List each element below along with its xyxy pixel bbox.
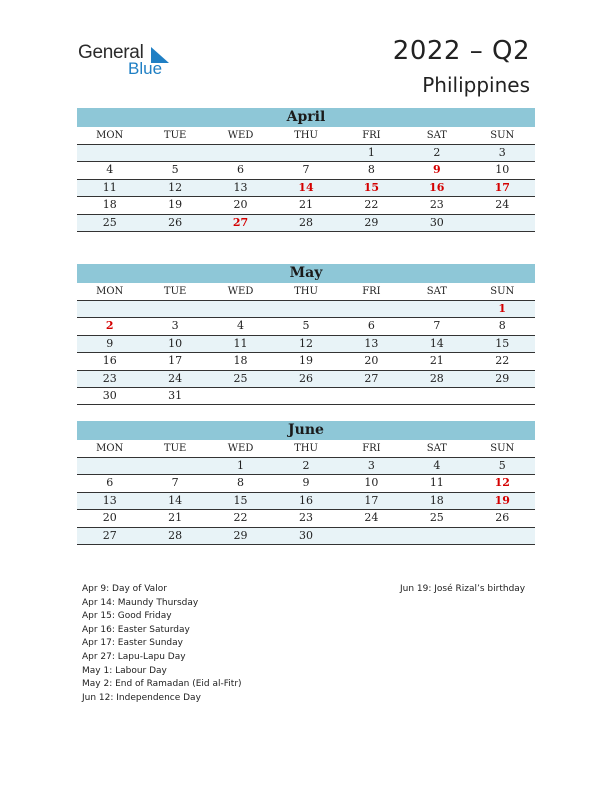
holiday-day-cell: 19 [494,493,510,507]
day-cell: 1 [367,146,375,159]
day-cell: 22 [495,354,510,368]
day-cell: 30 [102,388,117,402]
holiday-day-cell: 12 [494,476,510,490]
day-cell: 2 [302,459,310,472]
weekday-label: TUE [163,286,187,297]
day-cell: 11 [102,180,117,194]
day-cell: 6 [106,476,114,490]
day-cell: 29 [233,528,248,542]
day-cell: 25 [429,511,444,525]
day-cell: 9 [302,476,310,490]
day-cell: 23 [429,198,444,212]
day-cell: 8 [498,319,506,333]
weekday-label: MON [96,286,124,297]
weekday-label: THU [294,443,318,454]
day-cell [208,388,273,404]
logo-general-text: General [78,42,144,63]
day-cell [470,388,535,404]
holiday-list-left [82,583,242,705]
week-row [77,353,535,370]
day-cell [404,301,469,317]
weekday-label: SUN [490,130,515,141]
month-june [77,421,535,545]
weekday-label: FRI [362,443,381,454]
day-cell: 20 [233,198,248,212]
week-row [77,510,535,527]
day-cell: 7 [302,163,310,177]
day-cell: 10 [168,336,183,350]
day-cell: 30 [429,215,444,229]
day-cell: 21 [168,511,183,525]
weekday-label: SAT [426,443,447,454]
day-cell: 23 [102,371,117,385]
day-cell: 10 [495,163,510,177]
week-row [77,145,535,162]
holiday-note: Apr 9: Day of Valor [82,584,167,594]
weekday-label: MON [96,443,124,454]
weekday-label: SAT [426,286,447,297]
day-cell: 18 [233,354,248,368]
week-row [77,528,535,545]
day-cell [339,301,404,317]
day-cell: 18 [429,493,444,507]
day-cell [470,528,535,544]
holiday-day-cell: 2 [105,319,114,333]
week-row [77,458,535,475]
holiday-note: May 2: End of Ramadan (Eid al-Fitr) [82,679,242,690]
day-cell: 28 [168,528,183,542]
weekday-label: THU [294,286,318,297]
day-cell: 11 [233,336,248,350]
week-row [77,493,535,510]
month-april [77,108,535,232]
day-cell [77,458,142,474]
day-cell: 22 [364,198,379,212]
day-cell [273,145,338,161]
day-cell: 4 [106,163,114,177]
day-cell [404,528,469,544]
day-cell: 13 [364,336,379,350]
day-cell: 24 [364,511,379,525]
day-cell: 13 [233,180,248,194]
day-cell: 5 [498,459,506,472]
weekday-label: WED [227,443,254,454]
day-cell [339,528,404,544]
month-title: April [77,108,535,127]
day-cell: 3 [367,459,375,472]
weekday-label: SUN [490,286,515,297]
holiday-day-cell: 15 [363,180,380,194]
day-cell: 2 [433,146,441,159]
holiday-note: Jun 12: Independence Day [82,692,201,703]
month-title: May [77,264,535,283]
day-cell: 3 [171,319,179,333]
weekday-label: WED [227,286,254,297]
holiday-note: Apr 17: Easter Sunday [82,638,183,649]
week-row [77,388,535,405]
day-cell: 27 [102,528,117,542]
day-cell: 29 [364,215,379,229]
day-cell [142,458,207,474]
day-cell [273,301,338,317]
day-cell: 30 [298,528,313,542]
day-cell [142,145,207,161]
day-cell [470,215,535,231]
day-cell: 7 [433,319,441,333]
day-cell: 8 [367,163,375,177]
weekday-label: MON [96,130,124,141]
weekday-header-row [77,440,535,458]
day-cell: 18 [102,198,117,212]
weekday-label: TUE [163,130,187,141]
day-cell: 26 [298,371,313,385]
holiday-day-cell: 9 [432,163,441,177]
month-may [77,264,535,405]
holiday-day-cell: 14 [298,180,314,194]
day-cell: 16 [102,354,117,368]
day-cell: 22 [233,511,248,525]
weekday-label: FRI [362,130,381,141]
day-cell: 19 [168,198,183,212]
country-name: Philippines [422,73,530,97]
day-cell: 19 [298,354,313,368]
week-row [77,336,535,353]
day-cell: 7 [171,476,179,490]
day-cell [208,145,273,161]
page-title: 2022 – Q2 [392,36,530,66]
day-cell: 25 [102,215,117,229]
weekday-label: SAT [426,130,447,141]
holiday-list-right [400,583,525,597]
weekday-header-row [77,283,535,301]
day-cell: 20 [364,354,379,368]
day-cell: 24 [495,198,510,212]
day-cell [208,301,273,317]
day-cell: 9 [106,336,114,350]
week-row [77,197,535,214]
holiday-note: Apr 14: Maundy Thursday [82,597,199,608]
day-cell [77,145,142,161]
holiday-note: Apr 15: Good Friday [82,611,172,622]
holiday-day-cell: 27 [232,215,249,229]
day-cell: 6 [367,319,375,333]
holiday-day-cell: 16 [429,180,445,194]
week-row [77,180,535,197]
logo-blue-text: Blue [128,59,163,78]
day-cell: 11 [429,476,444,490]
weekday-label: FRI [362,286,381,297]
holiday-day-cell: 1 [498,302,507,315]
day-cell: 15 [495,336,510,350]
holiday-note: May 1: Labour Day [82,665,167,676]
day-cell: 8 [237,476,245,490]
day-cell: 15 [233,493,248,507]
week-row [77,371,535,388]
day-cell: 24 [168,371,183,385]
day-cell: 26 [168,215,183,229]
week-row [77,475,535,492]
week-row [77,162,535,179]
day-cell: 10 [364,476,379,490]
month-title: June [77,421,535,440]
weekday-label: SUN [490,443,515,454]
day-cell: 28 [298,215,313,229]
day-cell: 31 [168,388,183,402]
day-cell [77,301,142,317]
day-cell: 4 [433,459,441,472]
week-row [77,301,535,318]
weekday-label: TUE [163,443,187,454]
weekday-header-row [77,127,535,145]
day-cell: 5 [302,319,310,333]
day-cell: 6 [237,163,245,177]
day-cell: 5 [171,163,179,177]
day-cell: 29 [495,371,510,385]
day-cell: 20 [102,511,117,525]
day-cell: 21 [298,198,313,212]
day-cell: 12 [168,180,183,194]
day-cell: 14 [168,493,183,507]
day-cell [142,301,207,317]
holiday-note: Jun 19: José Rizal’s birthday [400,584,526,594]
day-cell: 3 [498,146,506,159]
day-cell: 12 [298,336,313,350]
week-row [77,318,535,335]
day-cell: 21 [429,354,444,368]
day-cell: 28 [429,371,444,385]
day-cell: 26 [495,511,510,525]
holiday-note: Apr 27: Lapu-Lapu Day [82,651,186,662]
day-cell [339,388,404,404]
day-cell: 17 [168,354,183,368]
day-cell [404,388,469,404]
day-cell: 16 [298,493,313,507]
day-cell: 1 [237,459,245,472]
day-cell: 4 [237,319,245,333]
holiday-day-cell: 17 [494,180,510,194]
day-cell: 25 [233,371,248,385]
holiday-note: Apr 16: Easter Saturday [82,624,190,635]
weekday-label: WED [227,130,254,141]
week-row [77,215,535,232]
day-cell: 23 [298,511,313,525]
logo [78,42,188,82]
day-cell: 17 [364,493,379,507]
day-cell: 14 [429,336,444,350]
day-cell: 13 [102,493,117,507]
day-cell: 27 [364,371,379,385]
weekday-label: THU [294,130,318,141]
day-cell [273,388,338,404]
